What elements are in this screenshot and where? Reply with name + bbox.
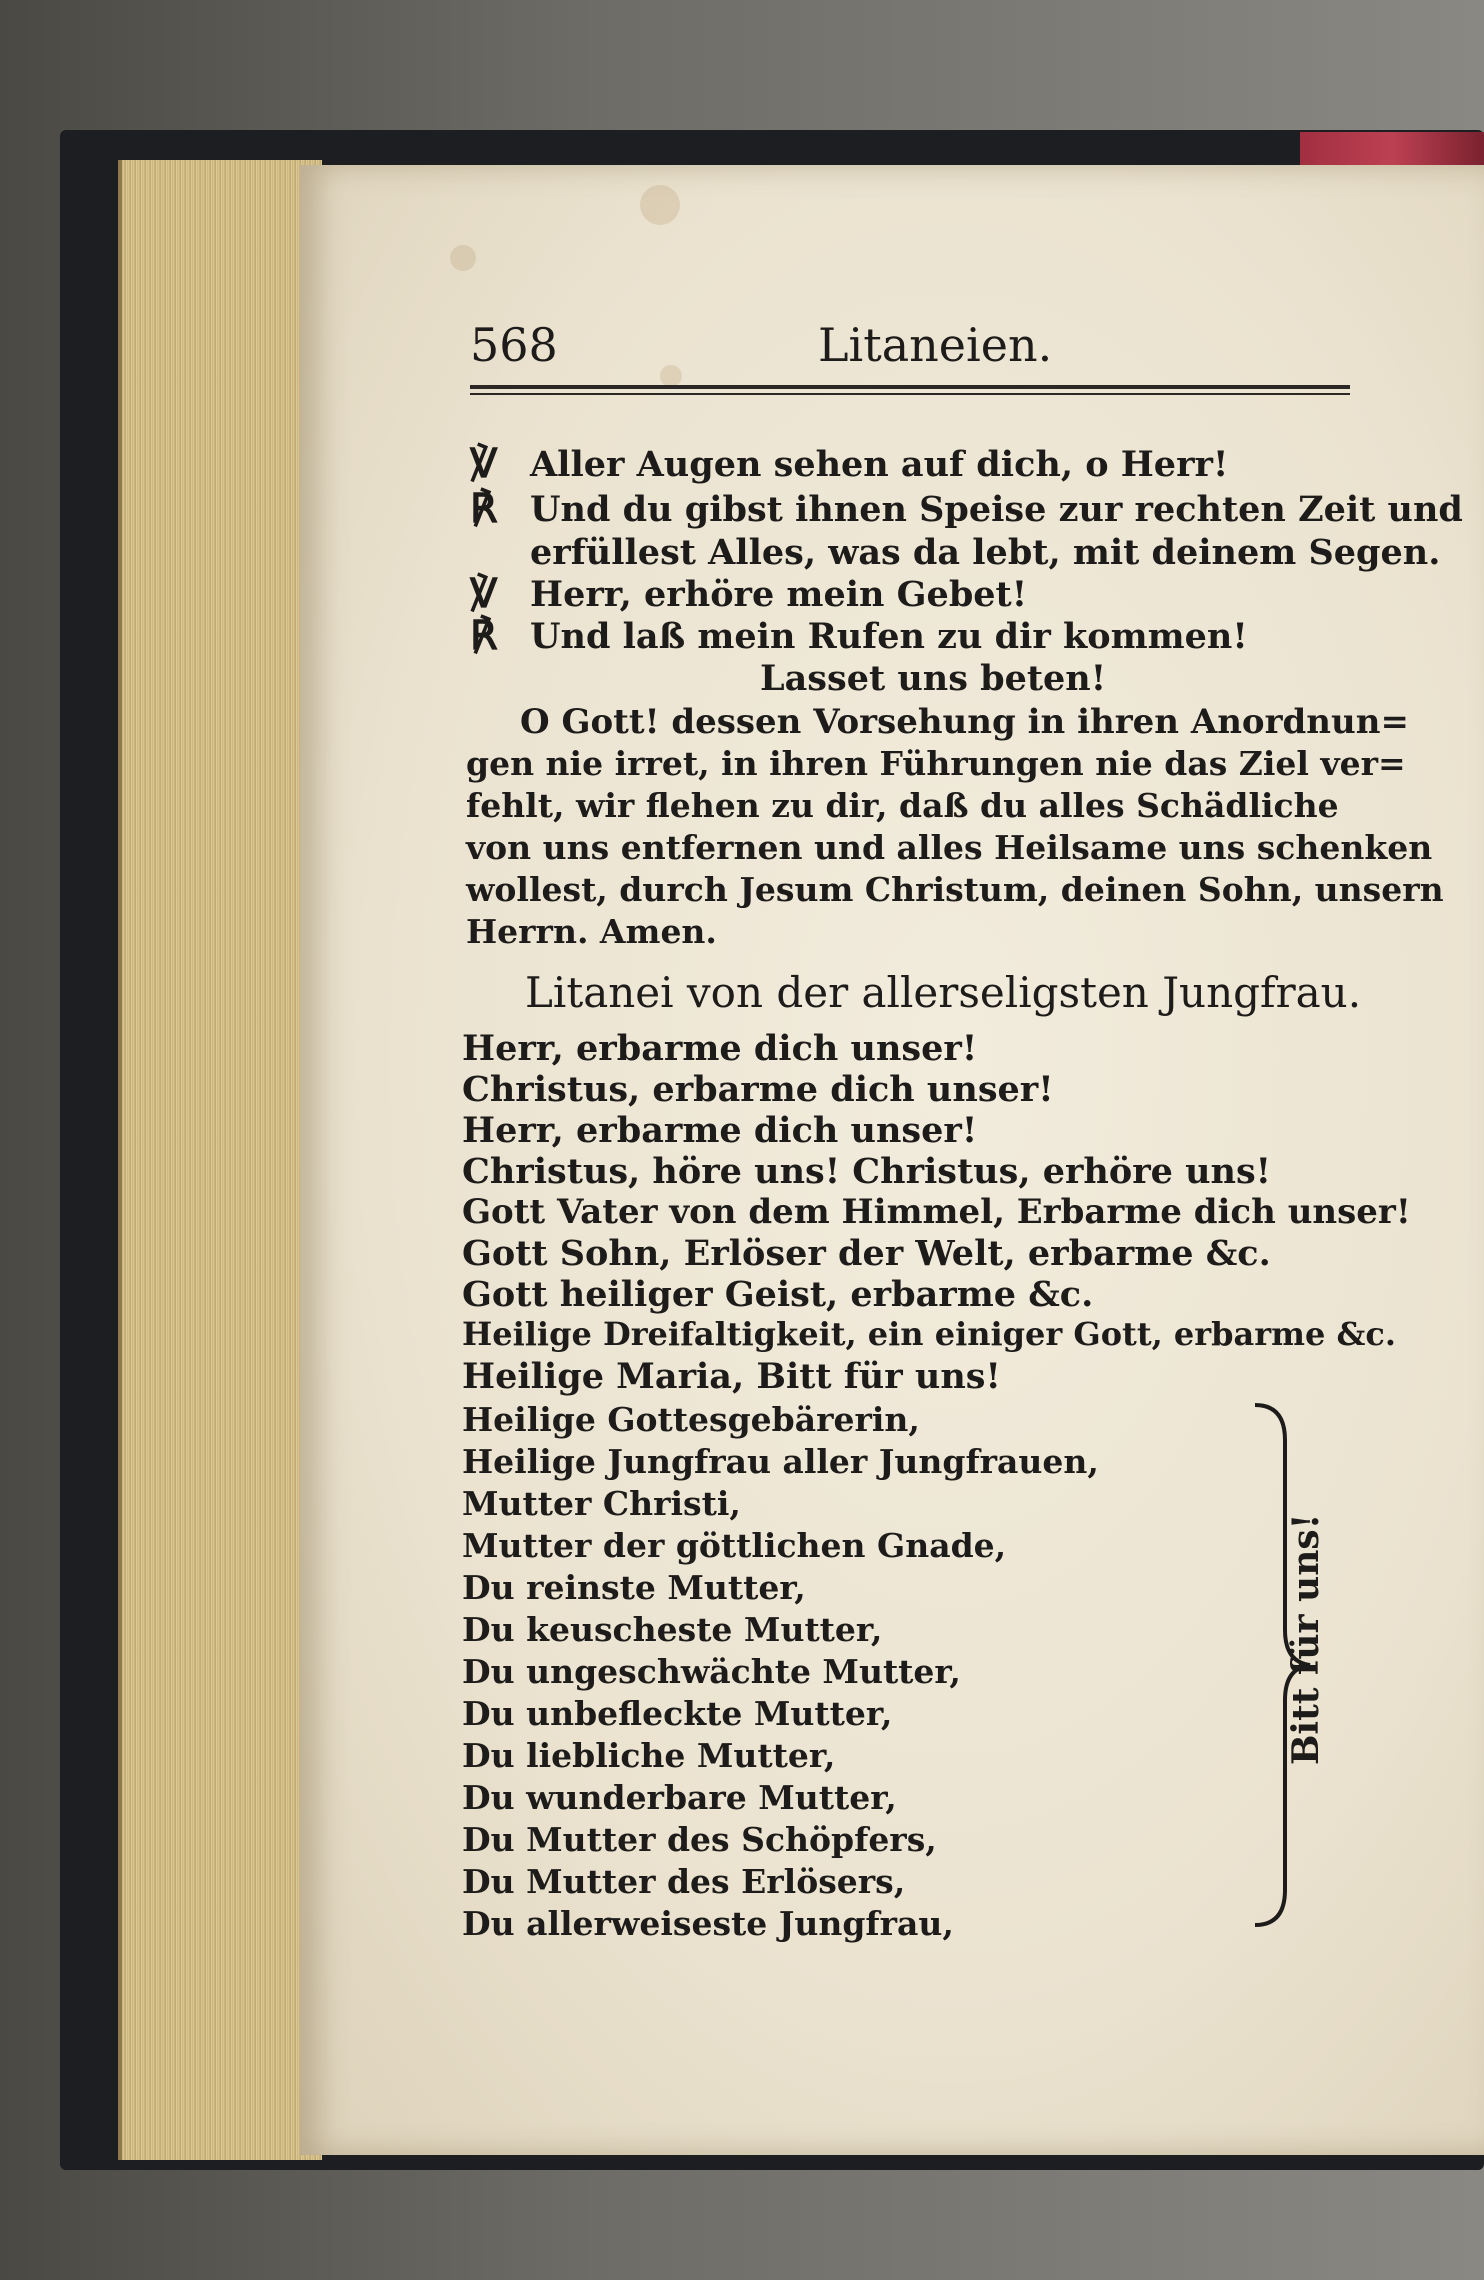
paper-stain [640,185,680,225]
litany-line: Christus, erbarme dich unser! [462,1069,1054,1110]
litany-line: Herr, erbarme dich unser! [462,1110,978,1151]
prayer-line: von uns entfernen und alles Heilsame uns schenken [466,828,1433,867]
litany-line: Heilige Jungfrau aller Jungfrauen, [462,1442,1099,1481]
response-sigil: ℟ [470,612,498,659]
litany-line: Heilige Maria, Bitt für uns! [462,1356,1001,1397]
page-title: Litaneien. [818,318,1053,372]
prayer-line: wollest, durch Jesum Christum, deinen Sohn, unsern [466,870,1444,909]
versicle-line: Aller Augen sehen auf dich, o Herr! [530,444,1229,485]
litany-line: Du wunderbare Mutter, [462,1778,897,1817]
litany-line: Mutter der göttlichen Gnade, [462,1526,1007,1565]
litany-line: Christus, höre uns! Christus, erhöre uns! [462,1151,1272,1192]
litany-line: Mutter Christi, [462,1484,741,1523]
paper-stain [660,365,682,387]
litany-line: Heilige Dreifaltigkeit, ein einiger Gott, erbarme &c. [462,1315,1396,1353]
paper-stain [450,245,476,271]
litany-line: Du allerweiseste Jungfrau, [462,1904,954,1943]
versicle-sigil: ℣ [470,440,498,487]
prayer-line: Herrn. Amen. [466,912,717,951]
prayer-line: gen nie irret, in ihren Führungen nie das Ziel ver= [466,744,1406,783]
versicle-sigil: ℣ [470,570,498,617]
litany-line: Du unbefleckte Mutter, [462,1694,893,1733]
litany-line: Du liebliche Mutter, [462,1736,836,1775]
litany-line: Heilige Gottesgebärerin, [462,1400,920,1439]
prayer-line: fehlt, wir flehen zu dir, daß du alles Schädliche [466,786,1339,825]
prayer-line: O Gott! dessen Vorsehung in ihren Anordnun= [520,702,1409,742]
section-heading: Litanei von der allerseligsten Jungfrau. [525,968,1362,1017]
prayer-intro: Lasset uns beten! [760,658,1107,699]
litany-line: Gott Vater von dem Himmel, Erbarme dich unser! [462,1192,1411,1232]
versicle-line: Herr, erhöre mein Gebet! [530,574,1028,615]
page-number: 568 [470,318,558,372]
litany-line: Herr, erbarme dich unser! [462,1028,978,1069]
page-edges [118,160,322,2160]
litany-line: Gott heiliger Geist, erbarme &c. [462,1274,1094,1315]
response-line-continued: erfüllest Alles, was da lebt, mit deinem Segen. [530,532,1441,573]
response-line: Und laß mein Rufen zu dir kommen! [530,616,1248,657]
brace-label [1285,1513,1345,1765]
response-sigil: ℟ [470,485,498,532]
brace-label-text: Bitt für uns! [1285,1513,1327,1765]
litany-line: Du keuscheste Mutter, [462,1610,883,1649]
response-line: Und du gibst ihnen Speise zur rechten Zeit und [530,489,1463,530]
header-rule [470,385,1350,389]
litany-line: Du reinste Mutter, [462,1568,806,1607]
litany-line: Du ungeschwächte Mutter, [462,1652,961,1691]
litany-line: Du Mutter des Schöpfers, [462,1820,937,1859]
header-rule-thin [470,393,1350,395]
litany-line: Du Mutter des Erlösers, [462,1862,906,1901]
litany-line: Gott Sohn, Erlöser der Welt, erbarme &c. [462,1233,1271,1274]
